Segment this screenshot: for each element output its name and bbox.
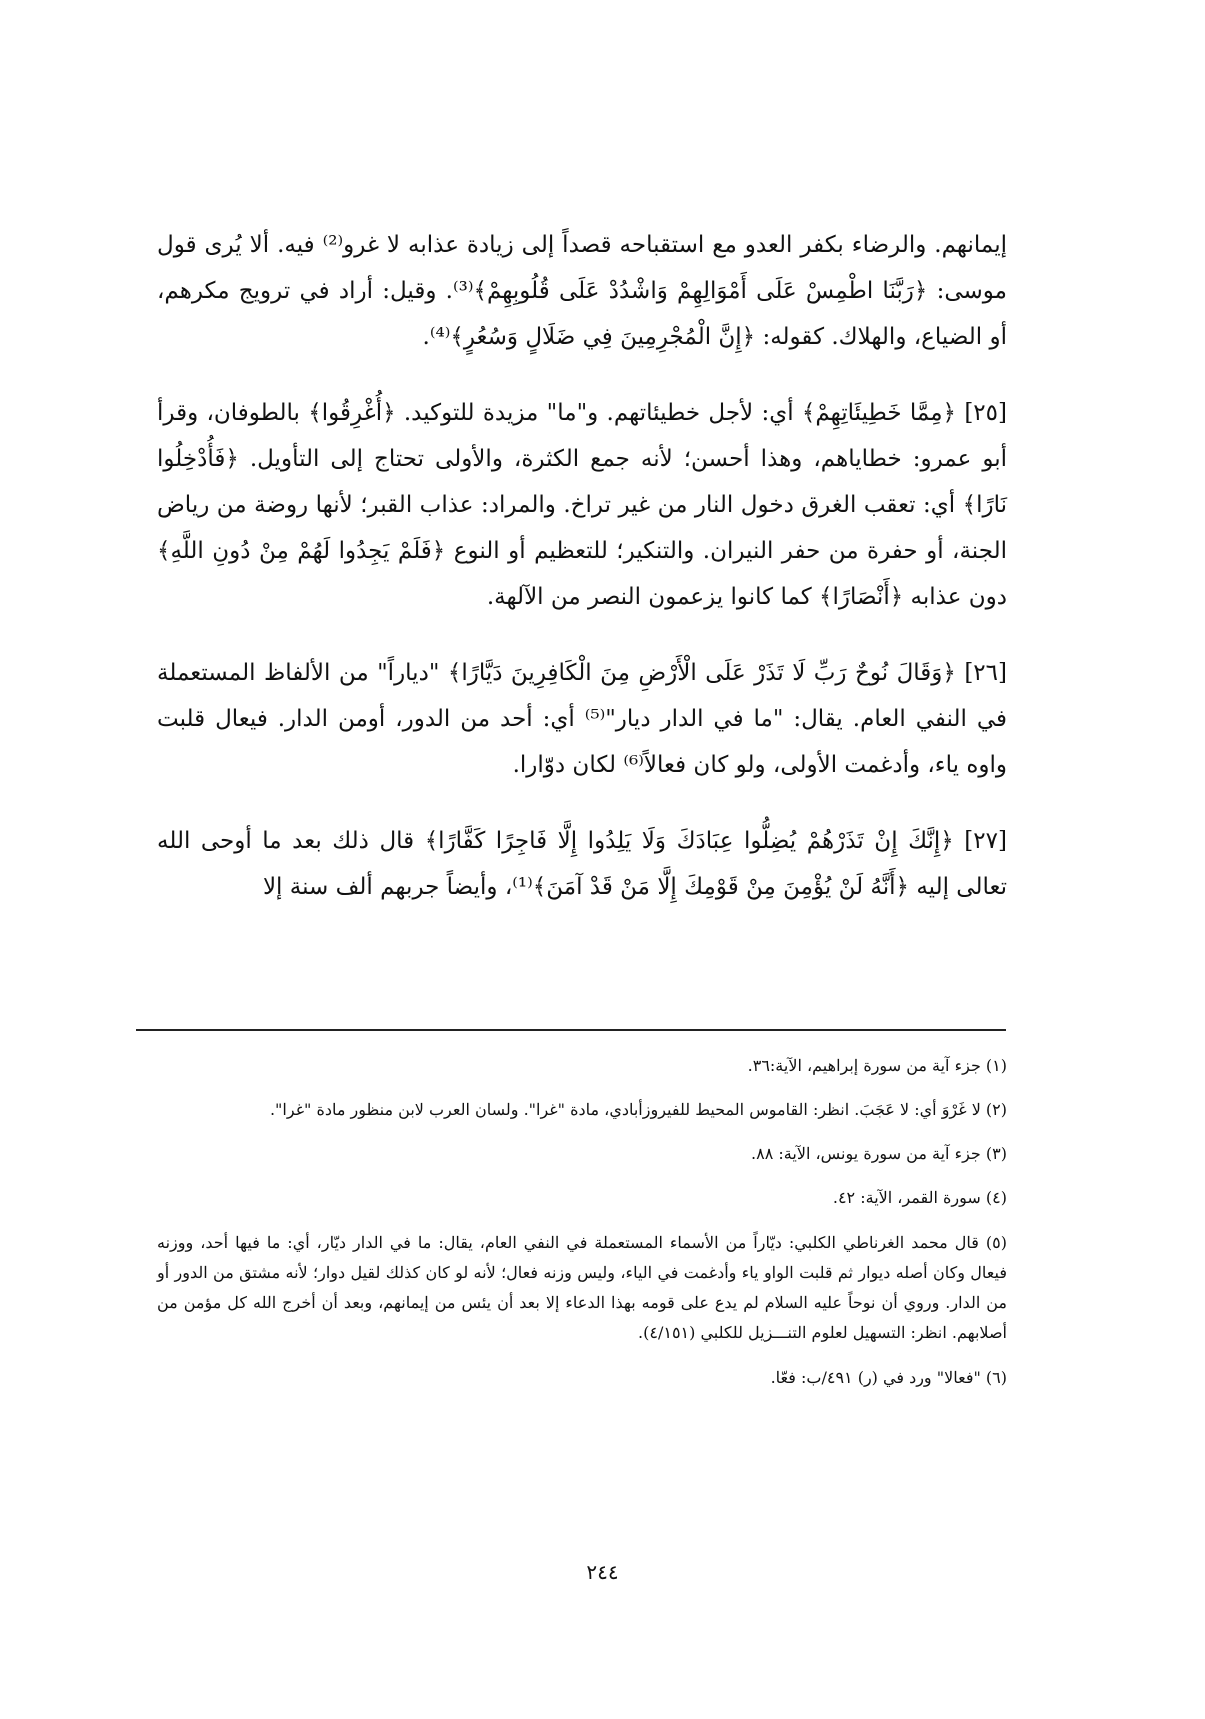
- footnote-5: (٥) قال محمد الغرناطي الكلبي: ديّاراً من الأسماء المستعملة في النفي العام، يقال: ما في الدار ديّار، أي: ما فيها أحد، ووزنه فيعال وكان أصله ديوار ثم قلبت الواو ياء وأدغمت في الياء، وليس وزنه فعال؛ لأنه لو كان كذلك لقيل دوار؛ لأنه مشتق من الدور أو من الدار. وروي أن نوحاً عليه السلام لم يدع على قومه بهذا الدعاء إلا بعد أن يئس من إيمانهم، وبعد أن أخرج الله كل مؤمن من أصلابهم. انظر: التسهيل لعلوم التنـــزيل للكلبي (٤/١٥١).: [157, 1233, 1007, 1342]
- main-text: [157, 222, 1007, 910]
- footnote-6: (٦) "فعالا" ورد في (ر) ٤٩١/ب: فعّا.: [770, 1368, 1007, 1387]
- paragraph-verse-27: [٢٧] ﴿إِنَّكَ إِنْ تَذَرْهُمْ يُضِلُّوا عِبَادَكَ وَلَا يَلِدُوا إِلَّا فَاجِرًا كَفَّارًا﴾ قال ذلك بعد ما أوحى الله تعالى إليه ﴿أَنَّهُ لَنْ يُؤْمِنَ مِنْ قَوْمِكَ إِلَّا مَنْ قَدْ آمَنَ﴾⁽¹⁾، وأيضاً جربهم ألف سنة إلا: [157, 828, 1007, 900]
- footnote-4: (٤) سورة القمر، الآية: ٤٢.: [832, 1188, 1007, 1207]
- paragraph-continuation: إيمانهم. والرضاء بكفر العدو مع استقباحه قصداً إلى زيادة عذابه لا غرو⁽²⁾ فيه. ألا يُرى قول موسى: ﴿رَبَّنَا اطْمِسْ عَلَى أَمْوَالِهِمْ وَاشْدُدْ عَلَى قُلُوبِهِمْ﴾⁽³⁾. وقيل: أراد في ترويج مكرهم، أو الضياع، والهلاك. كقوله: ﴿إِنَّ الْمُجْرِمِينَ فِي ضَلَالٍ وَسُعُرٍ﴾⁽⁴⁾.: [157, 232, 1007, 350]
- footnote-3: (٣) جزء آية من سورة يونس، الآية: ٨٨.: [751, 1144, 1007, 1163]
- footnote-divider: [136, 1029, 1006, 1031]
- footnotes: [157, 1052, 1007, 1408]
- paragraph-verse-25: [٢٥] ﴿مِمَّا خَطِيئَاتِهِمْ﴾ أي: لأجل خطيئاتهم. و"ما" مزيدة للتوكيد. ﴿أُغْرِقُوا﴾ بالطوفان، وقرأ أبو عمرو: خطاياهم، وهذا أحسن؛ لأنه جمع الكثرة، والأولى تحتاج إلى التأويل. ﴿فَأُدْخِلُوا نَارًا﴾ أي: تعقب الغرق دخول النار من غير تراخ. والمراد: عذاب القبر؛ لأنها روضة من رياض الجنة، أو حفرة من حفر النيران. والتنكير؛ للتعظيم أو النوع ﴿فَلَمْ يَجِدُوا لَهُمْ مِنْ دُونِ اللَّهِ﴾ دون عذابه ﴿أَنْصَارًا﴾ كما كانوا يزعمون النصر من الآلهة.: [157, 400, 1007, 610]
- paragraph-verse-26: [٢٦] ﴿وَقَالَ نُوحٌ رَبِّ لَا تَذَرْ عَلَى الْأَرْضِ مِنَ الْكَافِرِينَ دَيَّارًا﴾ "دياراً" من الألفاظ المستعملة في النفي العام. يقال: "ما في الدار ديار"⁽⁵⁾ أي: أحد من الدور، أومن الدار. فيعال قلبت واوه ياء، وأدغمت الأولى، ولو كان فعالاً⁽⁶⁾ لكان دوّارا.: [157, 660, 1007, 778]
- footnote-2: (٢) لا غَرْوَ أي: لا عَجَبَ. انظر: القاموس المحيط للفيروزأبادي، مادة "غرا". ولسان العرب لابن منظور مادة "غرا".: [269, 1100, 1007, 1119]
- page-number: ٢٤٤: [586, 1560, 619, 1584]
- footnote-1: (١) جزء آية من سورة إبراهيم، الآية:٣٦.: [747, 1056, 1007, 1075]
